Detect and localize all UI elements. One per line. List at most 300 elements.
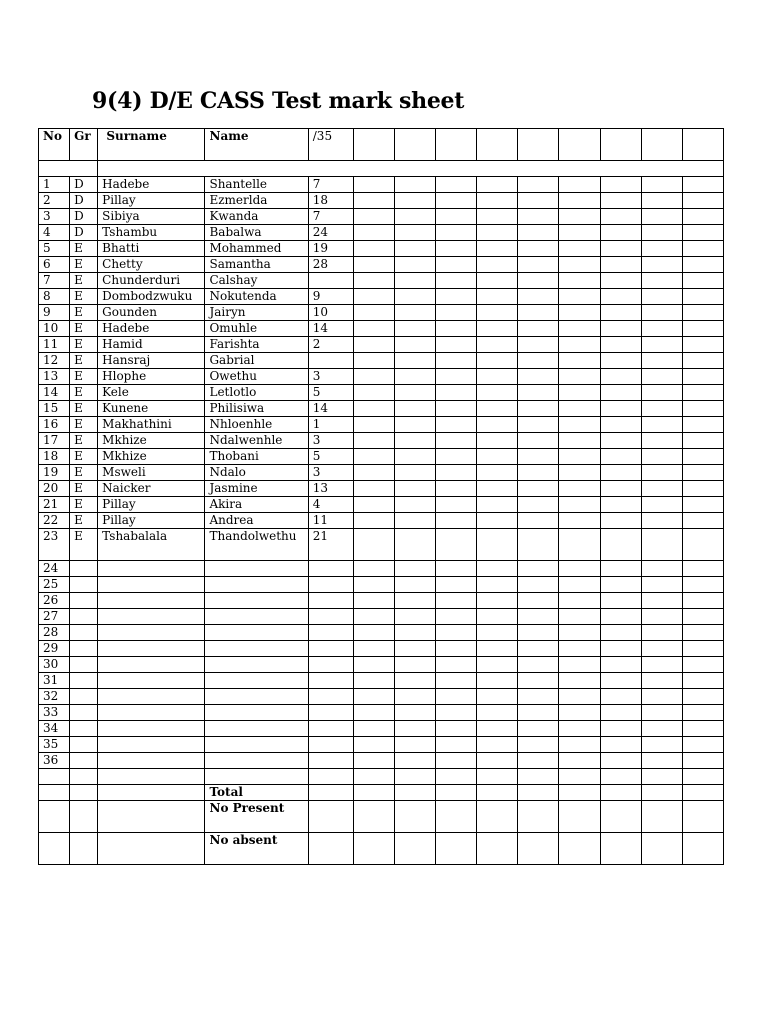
- mark-cell: [682, 465, 723, 481]
- cell-gr: D: [70, 225, 98, 241]
- mark-cell: [559, 465, 600, 481]
- empty-cell: [308, 833, 353, 865]
- empty-cell: [353, 705, 394, 721]
- empty-cell: [477, 769, 518, 785]
- mark-cell: [682, 513, 723, 529]
- cell-no: 1: [39, 177, 70, 193]
- cell-gr: D: [70, 193, 98, 209]
- empty-cell: [353, 593, 394, 609]
- header-no: No: [39, 129, 70, 161]
- cell-name: Thobani: [205, 449, 308, 465]
- cell-no: 3: [39, 209, 70, 225]
- empty-cell: [205, 769, 308, 785]
- mark-cell: [600, 449, 641, 465]
- empty-cell: [641, 689, 682, 705]
- mark-cell: [436, 513, 477, 529]
- cell-mark: 2: [308, 337, 353, 353]
- empty-cell: [600, 609, 641, 625]
- cell-gr: E: [70, 273, 98, 289]
- mark-cell: [353, 353, 394, 369]
- cell-no: 35: [39, 737, 70, 753]
- empty-cell: [641, 625, 682, 641]
- mark-cell: [682, 177, 723, 193]
- mark-cell: [518, 449, 559, 465]
- mark-cell: [641, 177, 682, 193]
- empty-cell: [559, 561, 600, 577]
- empty-cell: [559, 785, 600, 801]
- cell-no: 16: [39, 417, 70, 433]
- empty-cell: [436, 801, 477, 833]
- table-row: [39, 193, 724, 209]
- mark-cell: [559, 289, 600, 305]
- mark-cell: [395, 465, 436, 481]
- empty-cell: [353, 577, 394, 593]
- cell-surname: Chetty: [98, 257, 205, 273]
- mark-cell: [682, 481, 723, 497]
- cell-no: 21: [39, 497, 70, 513]
- cell-mark: 9: [308, 289, 353, 305]
- cell-no: 33: [39, 705, 70, 721]
- mark-cell: [600, 481, 641, 497]
- cell-gr: E: [70, 241, 98, 257]
- mark-cell: [682, 289, 723, 305]
- empty-cell: [308, 737, 353, 753]
- empty-cell: [395, 705, 436, 721]
- mark-cell: [682, 257, 723, 273]
- empty-cell: [98, 753, 205, 769]
- cell-surname: Hadebe: [98, 321, 205, 337]
- mark-cell: [395, 177, 436, 193]
- mark-cell: [682, 305, 723, 321]
- empty-cell: [353, 721, 394, 737]
- mark-cell: [353, 513, 394, 529]
- mark-cell: [436, 433, 477, 449]
- empty-cell: [308, 769, 353, 785]
- table-row: [39, 177, 724, 193]
- cell-mark: [308, 273, 353, 289]
- mark-cell: [395, 369, 436, 385]
- cell-name: Omuhle: [205, 321, 308, 337]
- cell-mark: 4: [308, 497, 353, 513]
- cell-name: Ezmerlda: [205, 193, 308, 209]
- mark-cell: [641, 481, 682, 497]
- empty-cell: [518, 833, 559, 865]
- header-name: Name: [205, 129, 308, 161]
- cell-name: Nokutenda: [205, 289, 308, 305]
- empty-cell: [436, 769, 477, 785]
- mark-cell: [518, 369, 559, 385]
- cell-gr: D: [70, 209, 98, 225]
- empty-cell: [518, 689, 559, 705]
- cell-name: Letlotlo: [205, 385, 308, 401]
- empty-cell: [682, 785, 723, 801]
- mark-cell: [477, 417, 518, 433]
- empty-cell: [395, 833, 436, 865]
- cell-gr: E: [70, 369, 98, 385]
- mark-cell: [559, 513, 600, 529]
- empty-cell: [600, 785, 641, 801]
- empty-cell: [70, 625, 98, 641]
- mark-cell: [353, 417, 394, 433]
- mark-cell: [641, 385, 682, 401]
- header-extra: [600, 129, 641, 161]
- cell-mark: 21: [308, 529, 353, 561]
- mark-cell: [395, 449, 436, 465]
- empty-cell: [353, 769, 394, 785]
- cell-mark: 19: [308, 241, 353, 257]
- mark-cell: [600, 369, 641, 385]
- cell-gr: E: [70, 353, 98, 369]
- mark-cell: [477, 273, 518, 289]
- table-row: [39, 737, 724, 753]
- empty-cell: [308, 561, 353, 577]
- empty-cell: [600, 561, 641, 577]
- mark-cell: [477, 177, 518, 193]
- cell-no: 7: [39, 273, 70, 289]
- mark-cell: [641, 417, 682, 433]
- cell-name: Samantha: [205, 257, 308, 273]
- mark-cell: [477, 321, 518, 337]
- header-extra: [682, 129, 723, 161]
- empty-cell: [70, 705, 98, 721]
- cell-no: 12: [39, 353, 70, 369]
- mark-cell: [518, 193, 559, 209]
- mark-cell: [559, 305, 600, 321]
- mark-cell: [436, 257, 477, 273]
- cell-mark: 14: [308, 321, 353, 337]
- empty-cell: [682, 737, 723, 753]
- mark-cell: [518, 433, 559, 449]
- empty-cell: [205, 753, 308, 769]
- cell-no: 24: [39, 561, 70, 577]
- mark-cell: [682, 385, 723, 401]
- mark-cell: [436, 193, 477, 209]
- spacer-row: [39, 161, 724, 177]
- mark-cell: [477, 433, 518, 449]
- table-row: [39, 529, 724, 561]
- cell-name: Babalwa: [205, 225, 308, 241]
- cell-name: Ndalwenhle: [205, 433, 308, 449]
- cell-no: 32: [39, 689, 70, 705]
- mark-cell: [436, 465, 477, 481]
- mark-cell: [353, 465, 394, 481]
- cell-mark: 10: [308, 305, 353, 321]
- cell-mark: 7: [308, 177, 353, 193]
- mark-cell: [682, 225, 723, 241]
- mark-cell: [641, 401, 682, 417]
- empty-cell: [308, 689, 353, 705]
- mark-cell: [518, 177, 559, 193]
- cell-name: Mohammed: [205, 241, 308, 257]
- cell-mark: 13: [308, 481, 353, 497]
- empty-cell: [353, 833, 394, 865]
- empty-cell: [308, 641, 353, 657]
- cell-no: 29: [39, 641, 70, 657]
- mark-cell: [395, 417, 436, 433]
- mark-cell: [477, 241, 518, 257]
- table-row: [39, 337, 724, 353]
- mark-cell: [395, 305, 436, 321]
- mark-cell: [477, 529, 518, 561]
- mark-cell: [641, 241, 682, 257]
- table-row: [39, 609, 724, 625]
- empty-cell: [477, 785, 518, 801]
- mark-cell: [477, 369, 518, 385]
- empty-cell: [518, 641, 559, 657]
- table-row: [39, 593, 724, 609]
- mark-cell: [682, 449, 723, 465]
- mark-cell: [641, 321, 682, 337]
- empty-cell: [641, 833, 682, 865]
- empty-cell: [353, 737, 394, 753]
- mark-cell: [477, 289, 518, 305]
- cell-gr: E: [70, 465, 98, 481]
- empty-cell: [641, 785, 682, 801]
- cell-no: 34: [39, 721, 70, 737]
- empty-cell: [600, 689, 641, 705]
- empty-cell: [70, 689, 98, 705]
- mark-cell: [436, 417, 477, 433]
- cell-surname: Pillay: [98, 513, 205, 529]
- mark-cell: [436, 337, 477, 353]
- mark-cell: [518, 529, 559, 561]
- mark-cell: [518, 465, 559, 481]
- empty-cell: [353, 673, 394, 689]
- empty-cell: [205, 561, 308, 577]
- mark-cell: [600, 177, 641, 193]
- cell-gr: E: [70, 513, 98, 529]
- mark-cell: [559, 257, 600, 273]
- mark-cell: [395, 481, 436, 497]
- mark-cell: [559, 321, 600, 337]
- cell-no: 26: [39, 593, 70, 609]
- mark-cell: [353, 225, 394, 241]
- empty-cell: [477, 609, 518, 625]
- table-row: [39, 433, 724, 449]
- mark-cell: [600, 337, 641, 353]
- table-row: [39, 705, 724, 721]
- cell-surname: Kele: [98, 385, 205, 401]
- spacer-cell: [98, 161, 724, 177]
- mark-cell: [682, 209, 723, 225]
- table-row: [39, 257, 724, 273]
- empty-cell: [559, 625, 600, 641]
- empty-cell: [395, 801, 436, 833]
- mark-cell: [641, 369, 682, 385]
- mark-cell: [436, 497, 477, 513]
- empty-cell: [205, 737, 308, 753]
- mark-cell: [395, 337, 436, 353]
- mark-cell: [353, 481, 394, 497]
- empty-cell: [98, 721, 205, 737]
- mark-cell: [353, 369, 394, 385]
- mark-cell: [395, 433, 436, 449]
- mark-cell: [559, 337, 600, 353]
- mark-cell: [436, 353, 477, 369]
- mark-cell: [353, 289, 394, 305]
- mark-cell: [682, 321, 723, 337]
- mark-cell: [559, 497, 600, 513]
- blank-row: [39, 769, 724, 785]
- cell-mark: [308, 353, 353, 369]
- cell-name: Kwanda: [205, 209, 308, 225]
- cell-no: 4: [39, 225, 70, 241]
- mark-cell: [559, 433, 600, 449]
- cell-surname: Hamid: [98, 337, 205, 353]
- empty-cell: [39, 769, 70, 785]
- header-surname: [98, 129, 205, 161]
- cell-name: Gabrial: [205, 353, 308, 369]
- cell-no: 18: [39, 449, 70, 465]
- header-extra: [395, 129, 436, 161]
- table-row: [39, 417, 724, 433]
- mark-cell: [477, 385, 518, 401]
- table-row: [39, 321, 724, 337]
- cell-surname: Msweli: [98, 465, 205, 481]
- empty-cell: [518, 657, 559, 673]
- empty-cell: [436, 737, 477, 753]
- empty-cell: [98, 609, 205, 625]
- empty-cell: [559, 705, 600, 721]
- mark-cell: [600, 305, 641, 321]
- cell-surname: Bhatti: [98, 241, 205, 257]
- table-body: [39, 129, 724, 865]
- mark-cell: [641, 257, 682, 273]
- empty-cell: [518, 577, 559, 593]
- empty-cell: [395, 785, 436, 801]
- empty-cell: [436, 609, 477, 625]
- empty-cell: [308, 753, 353, 769]
- empty-cell: [477, 657, 518, 673]
- empty-cell: [518, 721, 559, 737]
- empty-cell: [39, 833, 70, 865]
- empty-cell: [395, 769, 436, 785]
- empty-cell: [559, 689, 600, 705]
- cell-surname: Naicker: [98, 481, 205, 497]
- footer-no-absent-row: [39, 833, 724, 865]
- empty-cell: [518, 753, 559, 769]
- mark-cell: [682, 497, 723, 513]
- mark-cell: [436, 401, 477, 417]
- header-extra: [353, 129, 394, 161]
- cell-mark: 5: [308, 449, 353, 465]
- empty-cell: [682, 769, 723, 785]
- mark-cell: [600, 353, 641, 369]
- mark-cell: [559, 481, 600, 497]
- table-row: [39, 577, 724, 593]
- empty-cell: [559, 593, 600, 609]
- empty-cell: [70, 657, 98, 673]
- empty-cell: [70, 801, 98, 833]
- cell-surname: Hansraj: [98, 353, 205, 369]
- mark-cell: [600, 257, 641, 273]
- mark-cell: [353, 433, 394, 449]
- mark-cell: [353, 273, 394, 289]
- empty-cell: [600, 657, 641, 673]
- empty-cell: [600, 705, 641, 721]
- empty-cell: [518, 737, 559, 753]
- cell-mark: 18: [308, 193, 353, 209]
- empty-cell: [395, 689, 436, 705]
- mark-cell: [518, 337, 559, 353]
- cell-no: 20: [39, 481, 70, 497]
- mark-cell: [395, 321, 436, 337]
- mark-cell: [600, 321, 641, 337]
- table-row: [39, 689, 724, 705]
- table-row: [39, 449, 724, 465]
- cell-surname: Hlophe: [98, 369, 205, 385]
- empty-cell: [682, 625, 723, 641]
- empty-cell: [395, 753, 436, 769]
- spacer-cell: [39, 161, 98, 177]
- mark-cell: [395, 497, 436, 513]
- empty-cell: [353, 625, 394, 641]
- mark-cell: [641, 289, 682, 305]
- empty-cell: [98, 769, 205, 785]
- cell-surname: Tshambu: [98, 225, 205, 241]
- mark-cell: [477, 257, 518, 273]
- empty-cell: [353, 689, 394, 705]
- empty-cell: [600, 673, 641, 689]
- mark-cell: [353, 241, 394, 257]
- empty-cell: [518, 801, 559, 833]
- mark-cell: [559, 401, 600, 417]
- empty-cell: [641, 641, 682, 657]
- mark-cell: [518, 385, 559, 401]
- mark-cell: [600, 529, 641, 561]
- cell-mark: 3: [308, 465, 353, 481]
- table-row: [39, 209, 724, 225]
- empty-cell: [98, 801, 205, 833]
- empty-cell: [205, 577, 308, 593]
- table-row: [39, 273, 724, 289]
- empty-cell: [395, 641, 436, 657]
- mark-cell: [353, 305, 394, 321]
- cell-name: Jasmine: [205, 481, 308, 497]
- empty-cell: [98, 705, 205, 721]
- mark-cell: [395, 241, 436, 257]
- empty-cell: [70, 673, 98, 689]
- empty-cell: [395, 577, 436, 593]
- mark-cell: [518, 401, 559, 417]
- mark-cell: [436, 369, 477, 385]
- mark-cell: [436, 241, 477, 257]
- empty-cell: [518, 561, 559, 577]
- mark-cell: [395, 273, 436, 289]
- mark-cell: [395, 193, 436, 209]
- table-row: [39, 481, 724, 497]
- mark-cell: [641, 225, 682, 241]
- empty-cell: [559, 609, 600, 625]
- empty-cell: [395, 673, 436, 689]
- page-title: 9(4) D/E CASS Test mark sheet: [92, 88, 465, 114]
- footer-no-present-row: [39, 801, 724, 833]
- empty-cell: [395, 561, 436, 577]
- cell-gr: E: [70, 529, 98, 561]
- mark-cell: [682, 401, 723, 417]
- empty-cell: [98, 689, 205, 705]
- empty-cell: [308, 673, 353, 689]
- cell-gr: E: [70, 321, 98, 337]
- cell-mark: 28: [308, 257, 353, 273]
- mark-cell: [559, 225, 600, 241]
- empty-cell: [205, 673, 308, 689]
- mark-cell: [682, 353, 723, 369]
- empty-cell: [518, 593, 559, 609]
- mark-cell: [641, 305, 682, 321]
- empty-cell: [308, 705, 353, 721]
- cell-surname: Mkhize: [98, 433, 205, 449]
